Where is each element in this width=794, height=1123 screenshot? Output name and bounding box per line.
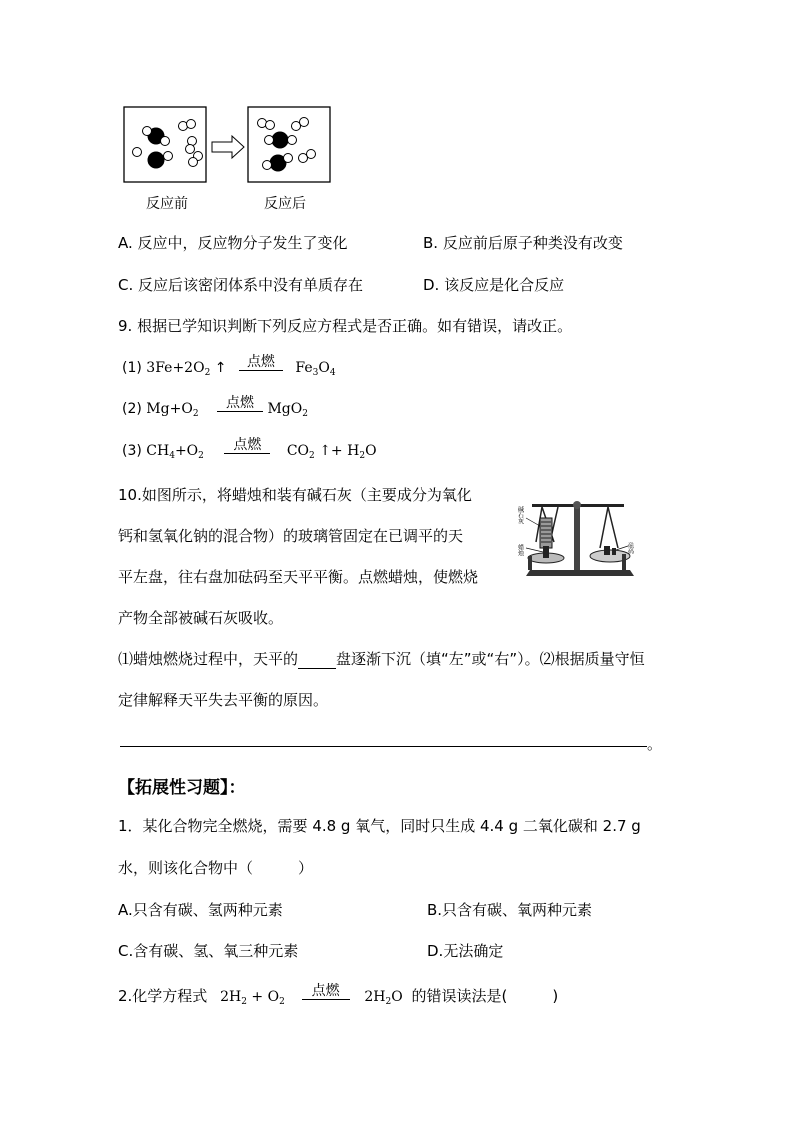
ext2-line: 2.化学方程式 $2H_2 + O_2$ 点燃 $2H_2O$ 的错误读法是( ) xyxy=(118,983,559,1007)
ext2-condition: 点燃 xyxy=(302,983,350,1000)
q10-line-5: ⑴蜡烛燃烧过程中，天平的 盘逐渐下沉（填“左”或“右”）。⑵根据质量守恒 xyxy=(118,650,645,668)
eq1-num: (1) xyxy=(122,360,142,376)
blank-pan[interactable] xyxy=(298,654,336,669)
before-label: 反应前 xyxy=(146,196,188,212)
q9-equation-1: (1) $3Fe+2O_2$ ↑ 点燃 $Fe_3O_4$ xyxy=(122,354,336,378)
q8-option-c: C. 反应后该密闭体系中没有单质存在 xyxy=(118,276,364,294)
q8-option-a: A. 反应中，反应物分子发生了变化 xyxy=(118,234,348,252)
ext1-line-2: 水，则该化合物中（ ） xyxy=(118,859,314,877)
q10-line-1: 10.如图所示，将蜡烛和装有碱石灰（主要成分为氧化 xyxy=(118,486,472,504)
reaction-diagram xyxy=(120,104,336,186)
after-box xyxy=(248,107,330,182)
eq2-condition: 点燃 xyxy=(217,395,263,412)
q9-stem: 9. 根据已学知识判断下列反应方程式是否正确。如有错误，请改正。 xyxy=(118,317,573,335)
after-label: 反应后 xyxy=(264,196,306,212)
eq3-num: (3) xyxy=(122,443,142,459)
q9-equation-3: (3) $CH_4+O_2$ 点燃 $CO_2$ ↑+ $H_2O$ xyxy=(122,437,377,461)
label-weight: 砝码 xyxy=(626,542,634,554)
answer-line[interactable] xyxy=(120,746,647,747)
eq1-condition: 点燃 xyxy=(239,354,283,371)
q10-line-2: 钙和氢氧化钠的混合物）的玻璃管固定在已调平的天 xyxy=(118,527,464,545)
balance-illustration xyxy=(518,496,636,580)
q10-line-6: 定律解释天平失去平衡的原因。 xyxy=(118,691,329,709)
ext1-line-1: 1．某化合物完全燃烧，需要 4.8 g 氧气，同时只生成 4.4 g 二氧化碳和 2.7 g xyxy=(118,817,641,835)
eq3-condition: 点燃 xyxy=(224,437,270,454)
ext1-option-d: D.无法确定 xyxy=(427,942,504,960)
eq2-num: (2) xyxy=(122,401,142,417)
q9-equation-2: (2) $Mg+O_2$ 点燃 MgO$_2$ xyxy=(122,395,308,419)
q10-line-3: 平左盘，往右盘加砝码至天平平衡。点燃蜡烛，使燃烧 xyxy=(118,568,479,586)
answer-end: 。 xyxy=(647,735,663,753)
ext1-option-b: B.只含有碳、氧两种元素 xyxy=(427,901,593,919)
q8-option-b: B. 反应前后原子种类没有改变 xyxy=(423,234,623,252)
ext1-option-c: C.含有碳、氢、氧三种元素 xyxy=(118,942,299,960)
arrow-icon xyxy=(212,136,244,158)
ext1-option-a: A.只含有碳、氢两种元素 xyxy=(118,901,283,919)
q10-line-4: 产物全部被碱石灰吸收。 xyxy=(118,609,284,627)
label-candle: 蜡烛 xyxy=(516,544,524,556)
q8-option-d: D. 该反应是化合反应 xyxy=(423,276,565,294)
label-soda-lime: 碱石灰 xyxy=(516,506,524,524)
section-title: 【拓展性习题】： xyxy=(118,778,246,798)
